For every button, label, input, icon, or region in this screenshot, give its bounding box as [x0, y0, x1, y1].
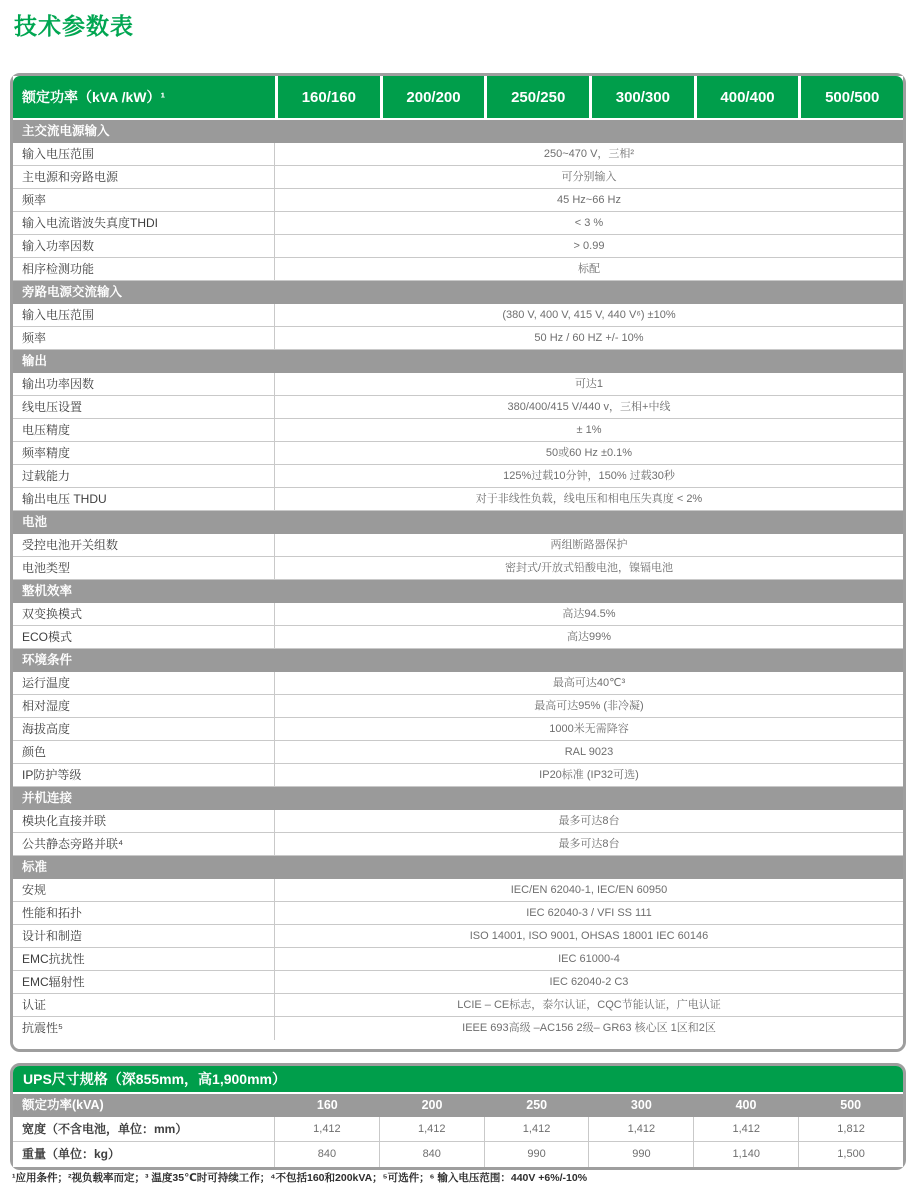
spec-row-label: 设计和制造 [13, 925, 275, 947]
spec-row [13, 833, 903, 856]
spec-row-label: 相对湿度 [13, 695, 275, 717]
dimension-cell: 1,412 [694, 1117, 799, 1141]
dimension-column-header: 200 [421, 1098, 443, 1112]
spec-row-value: IEC/EN 62040-1, IEC/EN 60950 [510, 884, 668, 896]
spec-row [13, 465, 903, 488]
spec-row [13, 189, 903, 212]
dimension-column-header: 500 [840, 1098, 862, 1112]
spec-row-label: 输出电压 THDU [13, 488, 275, 510]
dimension-row [13, 1117, 903, 1142]
spec-header-column: 300/300 [592, 76, 694, 118]
spec-header-row [13, 76, 903, 118]
spec-row [13, 396, 903, 419]
spec-row-label: 公共静态旁路并联⁴ [13, 833, 275, 855]
spec-row [13, 971, 903, 994]
spec-row-value: RAL 9023 [564, 746, 614, 758]
spec-row-label: 输出功率因数 [13, 373, 275, 395]
spec-row [13, 902, 903, 925]
spec-row-value: 最多可达8台 [558, 815, 620, 827]
spec-row-label: 频率 [13, 189, 275, 211]
dimension-row-label: 重量（单位：kg） [13, 1142, 275, 1167]
spec-row [13, 442, 903, 465]
spec-row-label: 相序检测功能 [13, 258, 275, 280]
dimension-cell: 1,412 [589, 1117, 694, 1141]
dimension-column-header: 160 [316, 1098, 338, 1112]
dimension-cell: 1,812 [837, 1123, 865, 1135]
spec-row [13, 695, 903, 718]
spec-row-label: EMC抗扰性 [13, 948, 275, 970]
spec-row-label: 电池类型 [13, 557, 275, 579]
spec-row [13, 603, 903, 626]
spec-row-value: 1000米无需降容 [549, 723, 629, 735]
section-header: 标准 [13, 856, 903, 879]
section-header: 输出 [13, 350, 903, 373]
spec-row-label: 颜色 [13, 741, 275, 763]
dimension-cell: 1,412 [380, 1117, 485, 1141]
spec-row-label: 频率 [13, 327, 275, 349]
spec-row-label: 主电源和旁路电源 [13, 166, 275, 188]
section-header: 整机效率 [13, 580, 903, 603]
spec-row [13, 718, 903, 741]
spec-row-label: 海拔高度 [13, 718, 275, 740]
spec-row-value: 最多可达8台 [558, 838, 620, 850]
spec-row-value: 250~470 V，三相² [543, 148, 635, 160]
section-header: 并机连接 [13, 787, 903, 810]
dimension-cell: 1,412 [485, 1117, 590, 1141]
spec-row-value: 最高可达40℃³ [552, 677, 626, 689]
spec-row-label: 频率精度 [13, 442, 275, 464]
spec-row [13, 212, 903, 235]
spec-row-value: 可分别输入 [561, 171, 617, 183]
spec-row-label: IP防护等级 [13, 764, 275, 786]
spec-row [13, 419, 903, 442]
spec-row-label: 输入电压范围 [13, 143, 275, 165]
spec-table-body [13, 120, 903, 1040]
spec-row-value: IEC 61000-4 [558, 953, 620, 965]
spec-row-value: < 3 % [574, 217, 604, 229]
spec-row-label: 认证 [13, 994, 275, 1016]
spec-header-column: 250/250 [487, 76, 589, 118]
dimension-subheader-label: 额定功率(kVA) [22, 1098, 104, 1112]
spec-row-value: 45 Hz~66 Hz [557, 194, 621, 206]
spec-row-label: ECO模式 [13, 626, 275, 648]
dimension-cell: 1,140 [694, 1142, 799, 1167]
section-header: 主交流电源输入 [13, 120, 903, 143]
spec-row-label: 抗震性⁵ [13, 1017, 275, 1040]
spec-row-label: 电压精度 [13, 419, 275, 441]
dimension-cell: 840 [380, 1142, 485, 1167]
spec-row [13, 879, 903, 902]
spec-header-label: 额定功率（kVA /kW）¹ [13, 76, 275, 118]
dimension-column-header: 250 [526, 1098, 548, 1112]
spec-row-value: 高达94.5% [562, 608, 616, 620]
spec-row [13, 948, 903, 971]
spec-row-value: ± 1% [576, 424, 602, 436]
dimension-cell: 840 [275, 1142, 380, 1167]
spec-row-value: 两组断路器保护 [550, 539, 628, 551]
spec-row [13, 488, 903, 511]
spec-row [13, 557, 903, 580]
dimension-table-title: UPS尺寸规格（深855mm，高1,900mm） [13, 1066, 903, 1092]
spec-row-label: 受控电池开关组数 [13, 534, 275, 556]
spec-row-label: 输入电流谐波失真度THDI [13, 212, 275, 234]
spec-row-label: 输入电压范围 [13, 304, 275, 326]
spec-row-label: 运行温度 [13, 672, 275, 694]
section-header: 电池 [13, 511, 903, 534]
spec-header-column: 500/500 [801, 76, 903, 118]
section-header: 旁路电源交流输入 [13, 281, 903, 304]
spec-header-column: 200/200 [383, 76, 485, 118]
spec-row-value: 标配 [578, 263, 600, 275]
spec-row-value: ISO 14001, ISO 9001, OHSAS 18001 IEC 60146 [469, 930, 709, 942]
spec-row-label: EMC辐射性 [13, 971, 275, 993]
spec-row-value: 125%过载10分钟，150% 过载30秒 [503, 470, 675, 482]
footnote: ¹应用条件；²视负载率而定；³ 温度35℃时可持续工作；⁴不包括160和200kVA；⁵可选件；⁶ 输入电压范围：440V +6%/-10% [12, 1172, 588, 1184]
dimension-column-header: 300 [630, 1098, 652, 1112]
spec-row-value: (380 V, 400 V, 415 V, 440 V⁶) ±10% [502, 309, 676, 321]
section-header: 环境条件 [13, 649, 903, 672]
dimension-table [10, 1063, 906, 1170]
spec-row [13, 1017, 903, 1040]
spec-row-value: LCIE – CE标志，泰尔认证，CQC节能认证，广电认证 [457, 999, 721, 1011]
spec-row [13, 626, 903, 649]
spec-row [13, 534, 903, 557]
spec-row [13, 327, 903, 350]
spec-row-label: 线电压设置 [13, 396, 275, 418]
dimension-column-header: 400 [735, 1098, 757, 1112]
spec-row-value: 380/400/415 V/440 v，三相+中线 [507, 401, 671, 413]
spec-row [13, 810, 903, 833]
dimension-row-label: 宽度（不含电池，单位：mm） [13, 1117, 275, 1141]
spec-row-label: 安规 [13, 879, 275, 901]
spec-row-value: 对于非线性负载，线电压和相电压失真度 < 2% [475, 493, 703, 505]
spec-row-value: IEC 62040-3 / VFI SS 111 [526, 907, 652, 919]
spec-table-bottom-pad [13, 1040, 903, 1049]
dimension-cell: 1,500 [837, 1148, 865, 1160]
spec-row-value: IP20标准 (IP32可选) [539, 769, 639, 781]
spec-row-value: 最高可达95% (非冷凝) [534, 700, 644, 712]
spec-row [13, 672, 903, 695]
spec-row-value: 50或60 Hz ±0.1% [545, 447, 633, 459]
spec-row-value: 高达99% [566, 631, 612, 643]
spec-header-column: 160/160 [278, 76, 380, 118]
spec-row [13, 258, 903, 281]
dimension-cell: 990 [589, 1142, 694, 1167]
spec-row-value: > 0.99 [573, 240, 605, 252]
spec-row-value: IEC 62040-2 C3 [549, 976, 629, 988]
spec-row-value: 可达1 [574, 378, 604, 390]
spec-row [13, 764, 903, 787]
spec-row-label: 双变换模式 [13, 603, 275, 625]
spec-row [13, 994, 903, 1017]
dimension-row [13, 1142, 903, 1167]
spec-row-value: IEEE 693高级 –AC156 2级– GR63 核心区 1区和2区 [462, 1022, 716, 1034]
spec-row-label: 过载能力 [13, 465, 275, 487]
spec-row [13, 925, 903, 948]
spec-row [13, 166, 903, 189]
spec-row [13, 304, 903, 327]
spec-row-value: 50 Hz / 60 HZ +/- 10% [534, 332, 644, 344]
dimension-table-body [13, 1117, 903, 1167]
spec-row [13, 373, 903, 396]
spec-header-column: 400/400 [697, 76, 799, 118]
spec-row-label: 输入功率因数 [13, 235, 275, 257]
spec-row [13, 235, 903, 258]
spec-row-label: 性能和拓扑 [13, 902, 275, 924]
spec-row [13, 143, 903, 166]
page-title: 技术参数表 [14, 13, 134, 39]
spec-row-label: 模块化直接并联 [13, 810, 275, 832]
dimension-cell: 1,412 [275, 1117, 380, 1141]
spec-table [10, 73, 906, 1052]
spec-row-value: 密封式/开放式铅酸电池，镍镉电池 [504, 562, 674, 574]
dimension-cell: 990 [485, 1142, 590, 1167]
dimension-subheader-row [13, 1094, 903, 1117]
spec-row [13, 741, 903, 764]
